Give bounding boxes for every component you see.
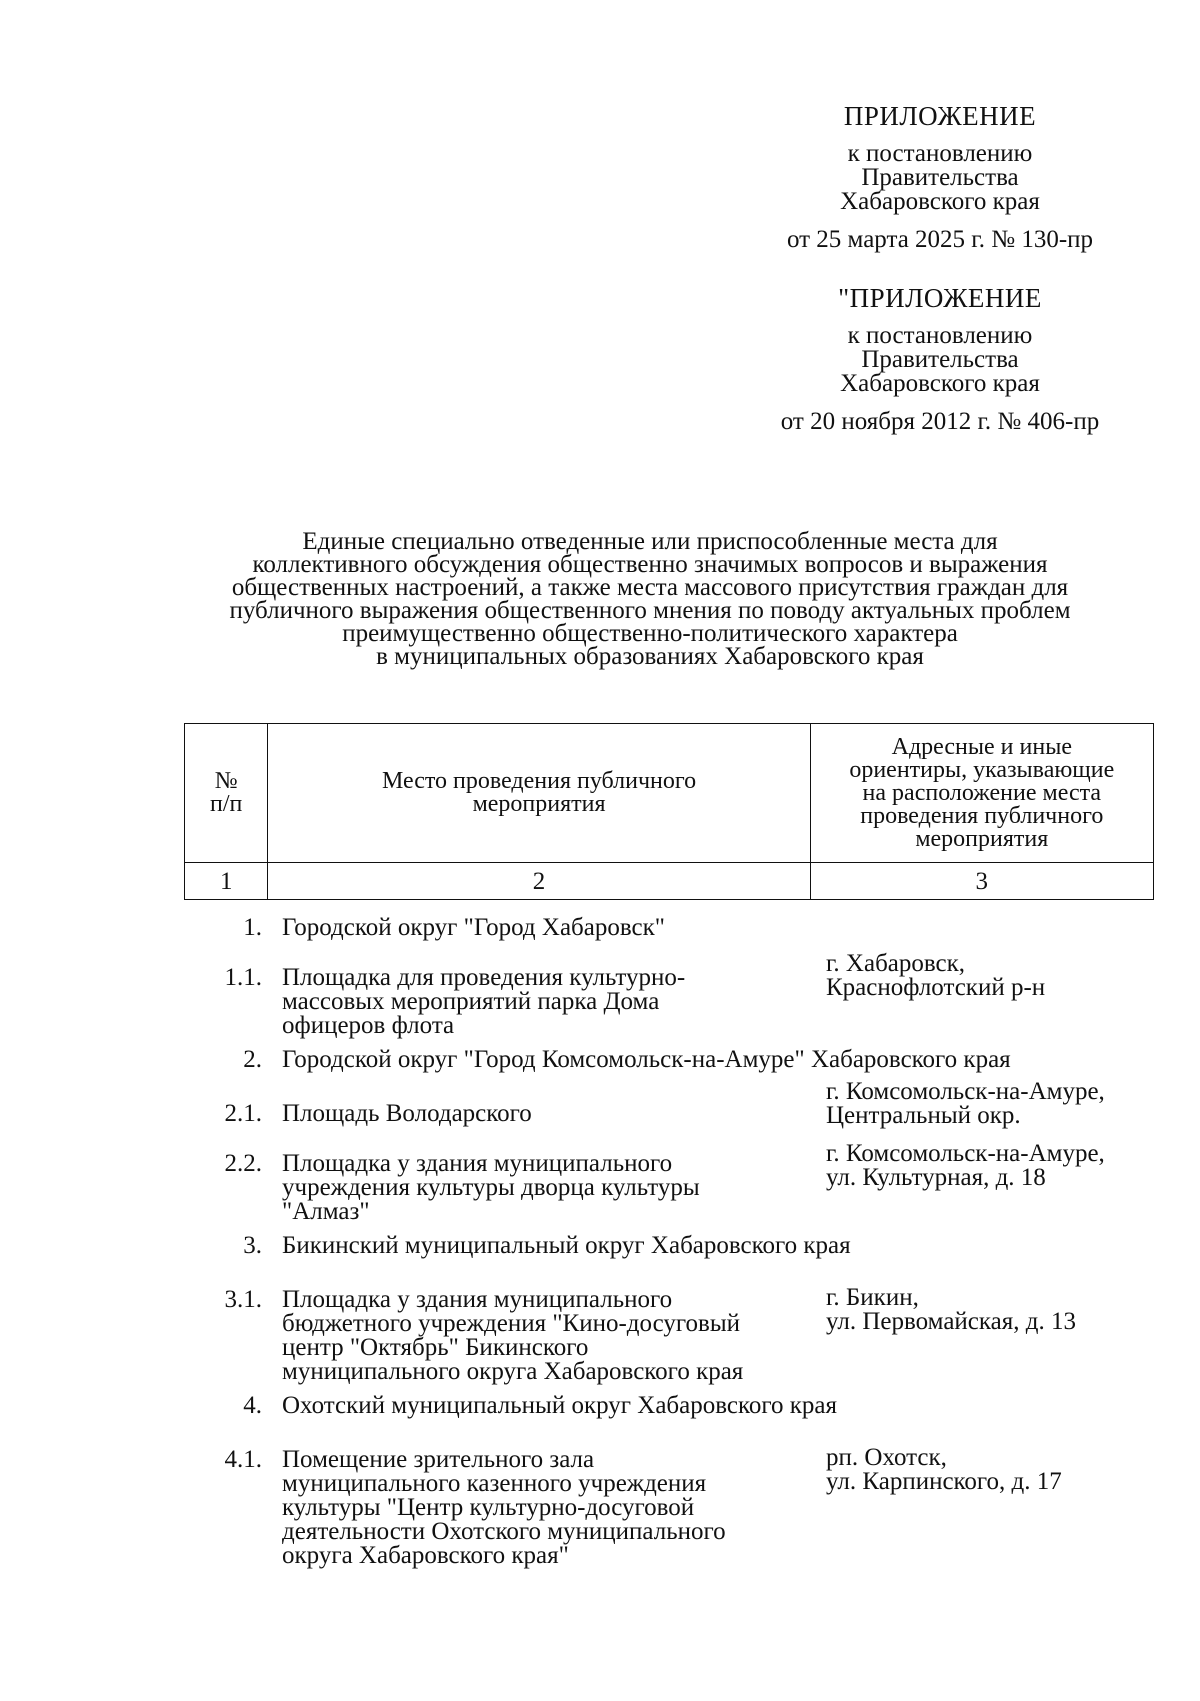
header-text: проведения публичного xyxy=(860,802,1104,829)
address-line: г. Комсомольск-на-Амуре, xyxy=(826,1078,1105,1105)
title-line: в муниципальных образованиях Хабаровского края xyxy=(376,643,924,670)
header-text: Адресные и иные xyxy=(891,733,1072,760)
place-line: округа Хабаровского края" xyxy=(282,1542,569,1569)
item-number: 3. xyxy=(243,1232,262,1259)
header-number xyxy=(185,724,268,863)
annex-title: "ПРИЛОЖЕНИЕ xyxy=(838,283,1042,313)
document-title xyxy=(150,530,1150,668)
item-place xyxy=(282,1102,802,1126)
annex-date: от 20 ноября 2012 г. № 406-пр xyxy=(780,408,1100,435)
place-line: учреждения культуры дворца культуры xyxy=(282,1174,700,1201)
title-line: коллективного обсуждения общественно значимых вопросов и выражения xyxy=(252,551,1048,578)
item-place xyxy=(282,1448,802,1568)
address-line: г. Комсомольск-на-Амуре, xyxy=(826,1140,1105,1167)
annex-line: Хабаровского края xyxy=(840,188,1040,215)
place-line: Площадь Володарского xyxy=(282,1100,532,1127)
item-address xyxy=(826,1142,1156,1190)
item-number: 1. xyxy=(243,914,262,941)
place-line: Городской округ "Город Хабаровск" xyxy=(282,914,665,941)
header-address xyxy=(810,724,1153,863)
item-place xyxy=(282,1288,802,1384)
annex-header-2012 xyxy=(740,283,1140,435)
place-line: Площадка у здания муниципального xyxy=(282,1150,673,1177)
place-line: Площадка у здания муниципального xyxy=(282,1286,673,1313)
place-line: Охотский муниципальный округ Хабаровского края xyxy=(282,1392,838,1419)
address-line: г. Хабаровск, xyxy=(826,950,966,977)
address-line: г. Бикин, xyxy=(826,1284,919,1311)
place-line: муниципального казенного учреждения xyxy=(282,1470,707,1497)
column-number: 3 xyxy=(810,863,1153,900)
place-line: Бикинский муниципальный округ Хабаровского края xyxy=(282,1232,851,1259)
address-line: Центральный окр. xyxy=(826,1102,1021,1129)
place-line: Городской округ "Город Комсомольск-на-Амуре" Хабаровского края xyxy=(282,1046,1011,1073)
item-number: 2.1. xyxy=(224,1100,262,1127)
address-line: ул. Карпинского, д. 17 xyxy=(826,1468,1062,1495)
header-text: № xyxy=(214,768,238,794)
annex-line: к постановлению xyxy=(847,140,1033,167)
item-place xyxy=(282,1234,1142,1258)
header-text: мероприятия xyxy=(472,791,606,817)
place-line: центр "Октябрь" Бикинского xyxy=(282,1334,589,1361)
column-number: 1 xyxy=(185,863,268,900)
header-text: ориентиры, указывающие xyxy=(849,756,1115,783)
item-address xyxy=(826,1080,1156,1128)
item-number: 2.2. xyxy=(224,1150,262,1177)
item-place xyxy=(282,966,802,1038)
item-place xyxy=(282,1152,802,1224)
annex-title: ПРИЛОЖЕНИЕ xyxy=(843,101,1037,131)
item-number: 3.1. xyxy=(224,1286,262,1313)
annex-line: Правительства xyxy=(861,164,1019,191)
place-line: Площадка для проведения культурно- xyxy=(282,964,686,991)
item-place xyxy=(282,1394,1142,1418)
header-text: на расположение места xyxy=(862,779,1102,806)
address-line: ул. Культурная, д. 18 xyxy=(826,1164,1046,1191)
item-number: 4.1. xyxy=(224,1446,262,1473)
header-text: Место проведения публичного xyxy=(381,768,697,794)
annex-date: от 25 марта 2025 г. № 130-пр xyxy=(786,226,1094,253)
item-place xyxy=(282,916,1142,940)
item-number: 2. xyxy=(243,1046,262,1073)
item-place xyxy=(282,1048,1142,1072)
place-line: бюджетного учреждения "Кино-досуговый xyxy=(282,1310,741,1337)
place-line: муниципального округа Хабаровского края xyxy=(282,1358,744,1385)
title-line: публичного выражения общественного мнения по поводу актуальных проблем xyxy=(229,597,1071,624)
header-text: мероприятия xyxy=(915,825,1049,852)
title-line: преимущественно общественно-политического характера xyxy=(342,620,958,647)
item-number: 4. xyxy=(243,1392,262,1419)
address-line: рп. Охотск, xyxy=(826,1444,947,1471)
column-number: 2 xyxy=(268,863,810,900)
column-number-row xyxy=(185,863,1154,900)
item-address xyxy=(826,1446,1156,1494)
address-line: Краснофлотский р-н xyxy=(826,974,1046,1001)
annex-header-2025 xyxy=(740,101,1140,253)
item-address xyxy=(826,952,1156,1000)
place-line: Помещение зрительного зала xyxy=(282,1446,595,1473)
table-header xyxy=(184,723,1154,900)
annex-line: Хабаровского края xyxy=(840,370,1040,397)
place-line: офицеров флота xyxy=(282,1012,455,1039)
place-line: деятельности Охотского муниципального xyxy=(282,1518,726,1545)
item-address xyxy=(826,1286,1156,1334)
annex-line: к постановлению xyxy=(847,322,1033,349)
address-line: ул. Первомайская, д. 13 xyxy=(826,1308,1076,1335)
title-line: общественных настроений, а также места массового присутствия граждан для xyxy=(231,574,1069,601)
annex-line: Правительства xyxy=(861,346,1019,373)
title-line: Единые специально отведенные или приспособленные места для xyxy=(302,528,998,555)
place-line: "Алмаз" xyxy=(282,1198,370,1225)
place-line: культуры "Центр культурно-досуговой xyxy=(282,1494,695,1521)
place-line: массовых мероприятий парка Дома xyxy=(282,988,660,1015)
item-number: 1.1. xyxy=(224,964,262,991)
header-row xyxy=(185,724,1154,863)
header-text: п/п xyxy=(210,791,243,817)
header-place xyxy=(268,724,810,863)
